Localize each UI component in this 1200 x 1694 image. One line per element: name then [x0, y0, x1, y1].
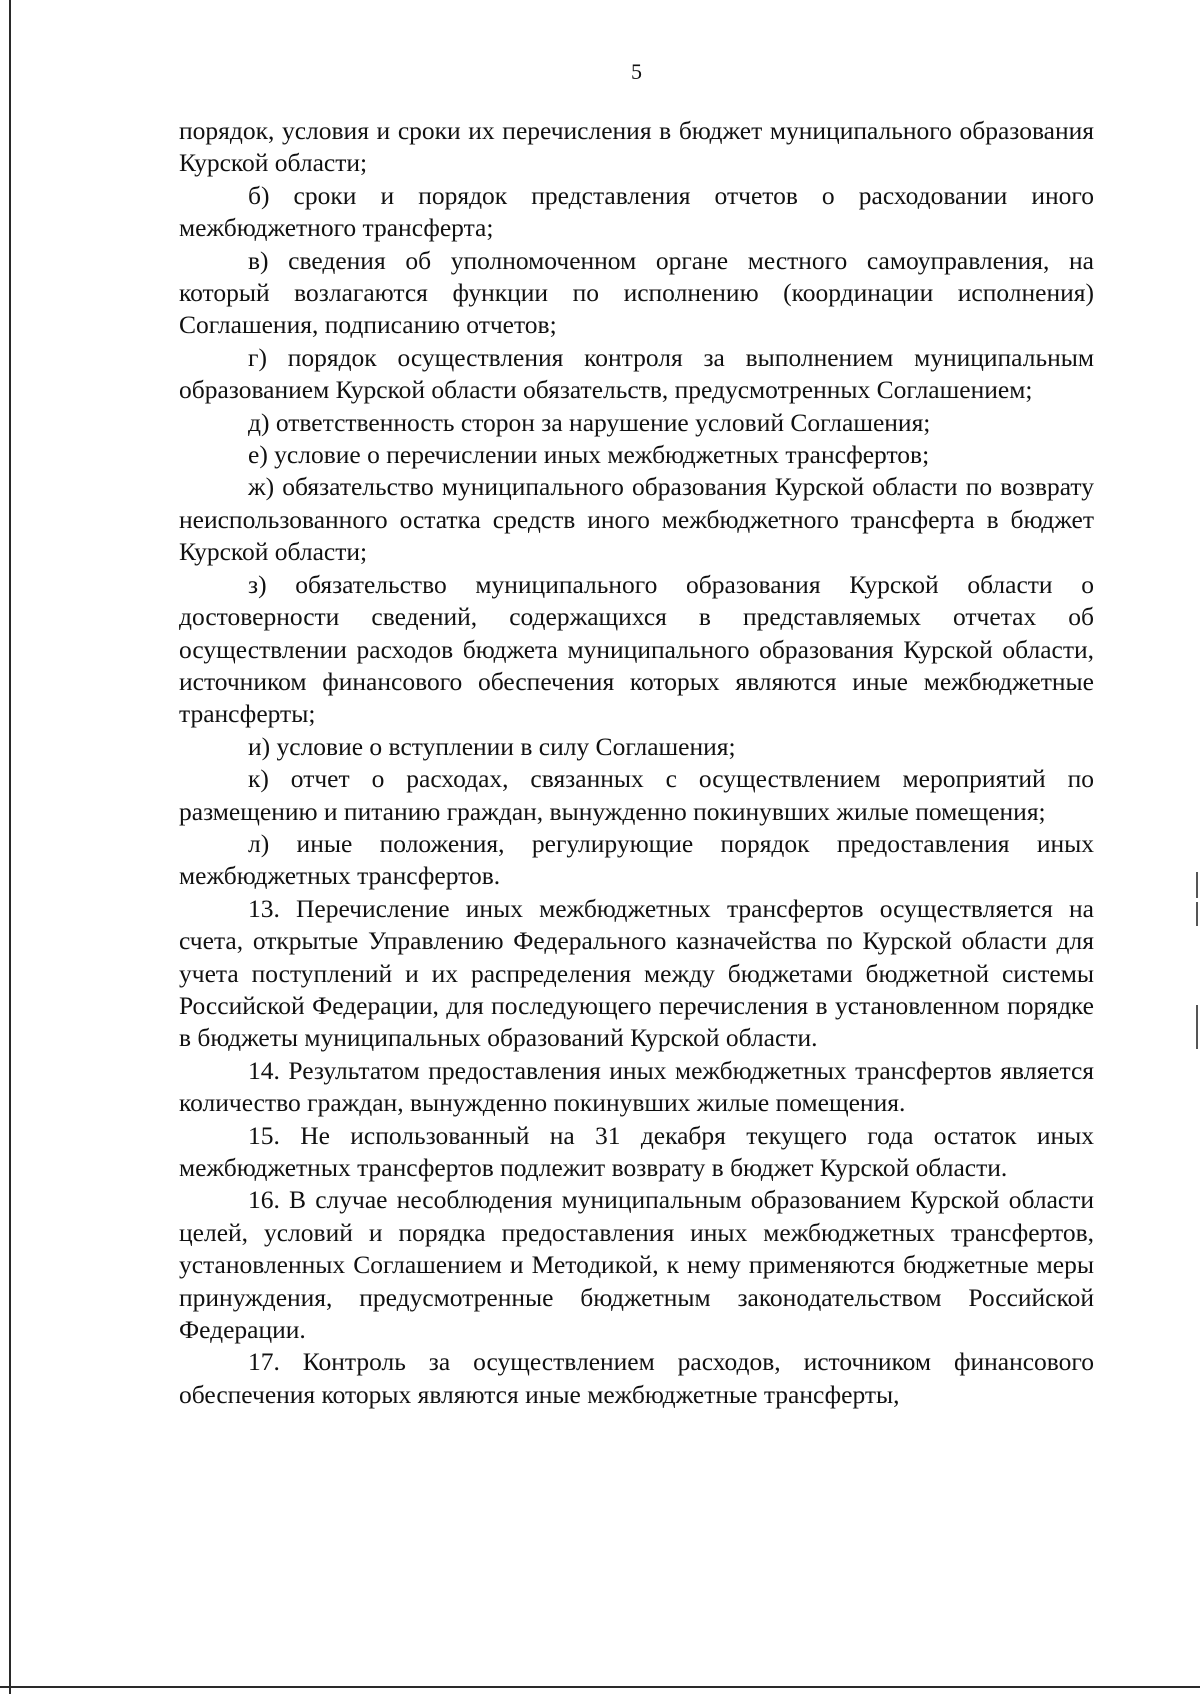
document-page	[179, 58, 1094, 1411]
paragraph: б) сроки и порядок представления отчетов о расходовании иного межбюджетного трансферта;	[179, 180, 1094, 243]
page-number: 5	[631, 59, 642, 84]
document-body	[179, 115, 1094, 1411]
paragraph: 15. Не использованный на 31 декабря текущего года остаток иных межбюджетных трансфертов подлежит возврату в бюджет Курской области.	[179, 1120, 1094, 1182]
paragraph: д) ответственность сторон за нарушение условий Соглашения;	[248, 407, 931, 437]
paragraph: ж) обязательство муниципального образования Курской области по возврату неиспользованного остатка средств иного межбюджетного трансферта в бюджет Курской области;	[179, 472, 1094, 567]
paragraph: з) обязательство муниципального образования Курской области о достоверности сведений, содержащихся в представляемых отчетах об осуществлении расходов бюджета муниципального образования Курской области, источником финансового обеспечения которых являются иные межбюджетные трансферты;	[179, 569, 1094, 729]
paragraph: 14. Результатом предоставления иных межбюджетных трансфертов является количество граждан, вынужденно покинувших жилые помещения.	[179, 1055, 1094, 1118]
paragraph: в) сведения об уполномоченном органе местного самоуправления, на который возлагаются функции по исполнению (координации исполнения) Соглашения, подписанию отчетов;	[179, 245, 1094, 340]
paragraph: порядок, условия и сроки их перечисления в бюджет муниципального образования Курской области;	[179, 116, 1094, 178]
paragraph: 16. В случае несоблюдения муниципальным образованием Курской области целей, условий и порядка предоставления иных межбюджетных трансфертов, установленных Соглашением и Методикой, к нему применяются бюджетные меры принуждения, предусмотренные бюджетным законодательством Российской Федерации.	[179, 1185, 1094, 1345]
paragraph: 17. Контроль за осуществлением расходов, источником финансового обеспечения которых являются иные межбюджетные трансферты,	[179, 1347, 1094, 1409]
scan-mark-right-1	[1196, 872, 1198, 898]
paragraph: г) порядок осуществления контроля за выполнением муниципальным образованием Курской области обязательств, предусмотренных Соглашением;	[179, 342, 1094, 405]
scan-mark-right-3	[1196, 1005, 1198, 1049]
scan-border-bottom	[0, 1686, 1200, 1688]
paragraph: л) иные положения, регулирующие порядок предоставления иных межбюджетных трансфертов.	[179, 828, 1094, 891]
paragraph: к) отчет о расходах, связанных с осуществлением мероприятий по размещению и питанию граждан, вынужденно покинувших жилые помещения;	[179, 764, 1094, 826]
paragraph: 13. Перечисление иных межбюджетных трансфертов осуществляется на счета, открытые Управлению Федерального казначейства по Курской области для учета поступлений и их распределения между бюджетами бюджетной системы Российской Федерации, для последующего перечисления в установленном порядке в бюджеты муниципальных образований Курской области.	[179, 893, 1094, 1053]
scan-mark-right-2	[1196, 902, 1198, 926]
paragraph: и) условие о вступлении в силу Соглашения;	[248, 731, 736, 761]
paragraph: е) условие о перечислении иных межбюджетных трансфертов;	[248, 440, 930, 470]
scan-border-left	[9, 0, 11, 1694]
